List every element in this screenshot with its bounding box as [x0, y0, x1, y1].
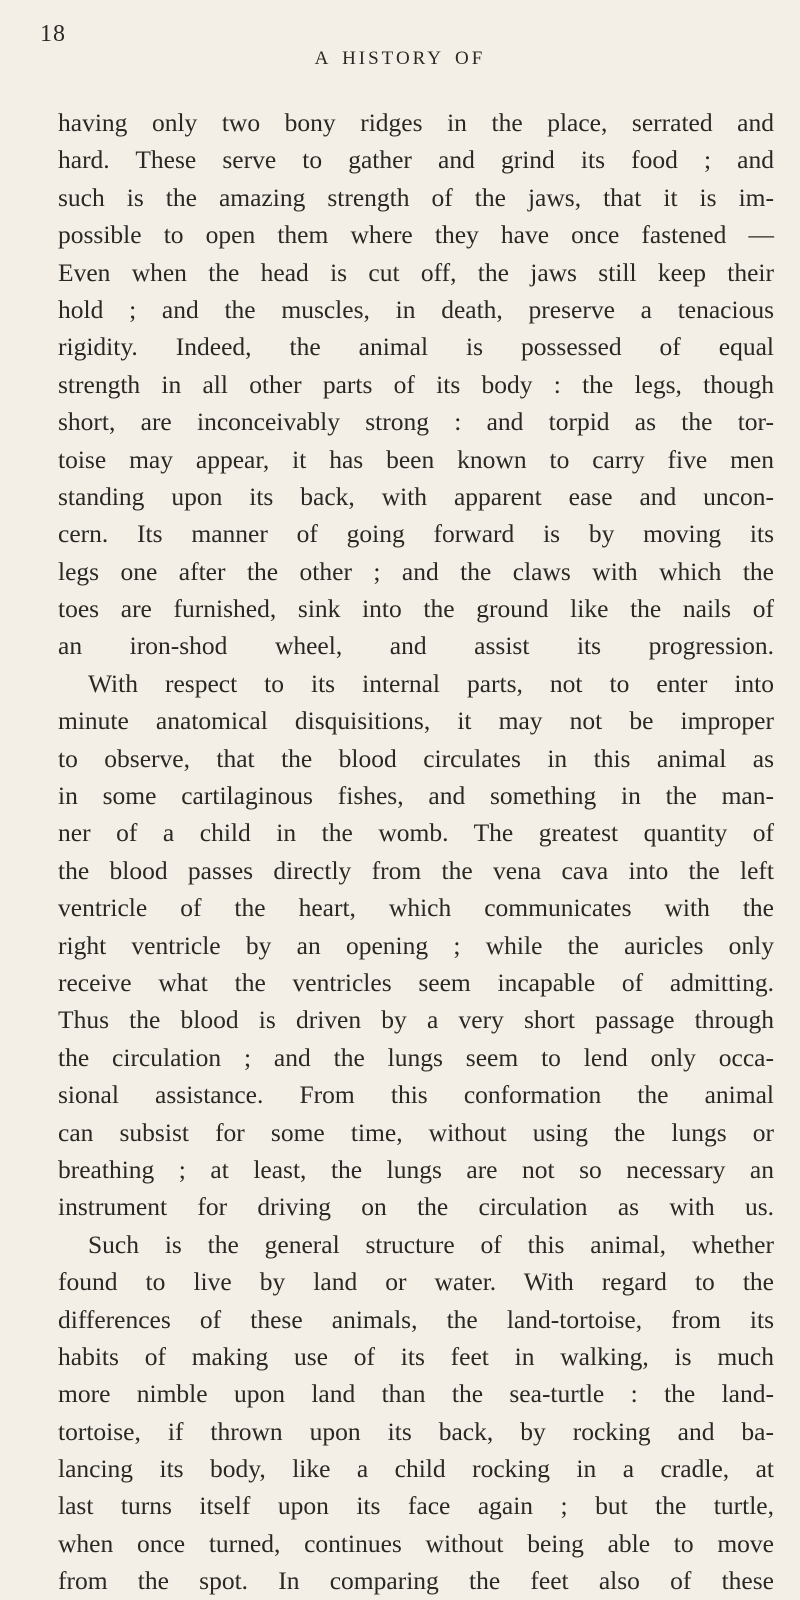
text-line: from the spot. In comparing the feet also of these — [58, 1566, 774, 1596]
text-line: right ventricle by an opening ; while the auricles only — [58, 930, 774, 960]
text-line: toise may appear, it has been known to carry five men — [58, 444, 774, 474]
text-line: short, are inconceivably strong : and torpid as the tor- — [58, 407, 774, 437]
text-line: standing upon its back, with apparent ease and uncon- — [58, 481, 774, 511]
text-line: habits of making use of its feet in walking, is much — [58, 1341, 774, 1371]
text-line: tortoise, if thrown upon its back, by rocking and ba- — [58, 1416, 774, 1446]
text-line: hold ; and the muscles, in death, preserve a tenacious — [58, 294, 774, 324]
text-line: minute anatomical disquisitions, it may not be improper — [58, 706, 774, 736]
text-line: more nimble upon land than the sea-turtle : the land- — [58, 1379, 774, 1409]
text-line: the circulation ; and the lungs seem to lend only occa- — [58, 1042, 774, 1072]
text-line: an iron-shod wheel, and assist its progression. — [58, 631, 774, 661]
text-line: strength in all other parts of its body : the legs, though — [58, 369, 774, 399]
text-line: to observe, that the blood circulates in this animal as — [58, 743, 774, 773]
text-line: the blood passes directly from the vena cava into the left — [58, 855, 774, 885]
text-line: having only two bony ridges in the place, serrated and — [58, 108, 774, 137]
text-line: Thus the blood is driven by a very short passage through — [58, 1005, 774, 1035]
text-line: ventricle of the heart, which communicates with the — [58, 893, 774, 923]
running-head: A HISTORY OF — [314, 48, 486, 69]
text-line: when once turned, continues without being able to move — [58, 1528, 774, 1558]
text-line: receive what the ventricles seem incapable of admitting. — [58, 967, 774, 997]
text-line: With respect to its internal parts, not to enter into — [88, 668, 774, 698]
page-number: 18 — [40, 21, 66, 47]
text-line: breathing ; at least, the lungs are not so necessary an — [58, 1154, 774, 1184]
text-line: cern. Its manner of going forward is by moving its — [58, 519, 774, 549]
text-line: toes are furnished, sink into the ground like the nails of — [58, 594, 774, 624]
text-line: Such is the general structure of this animal, whether — [88, 1229, 774, 1259]
text-line: such is the amazing strength of the jaws, that it is im- — [58, 182, 774, 212]
text-line: instrument for driving on the circulation as with us. — [58, 1192, 774, 1222]
text-line: last turns itself upon its face again ; but the turtle, — [58, 1491, 774, 1521]
text-line: rigidity. Indeed, the animal is possessed of equal — [58, 332, 774, 362]
text-line: sional assistance. From this conformation the animal — [58, 1080, 774, 1110]
text-line: can subsist for some time, without using the lungs or — [58, 1117, 774, 1147]
text-line: Even when the head is cut off, the jaws still keep their — [58, 257, 774, 287]
text-line: lancing its body, like a child rocking in a cradle, at — [58, 1454, 774, 1484]
body-text — [58, 104, 774, 1600]
text-line: found to live by land or water. With regard to the — [58, 1267, 774, 1297]
text-line: in some cartilaginous fishes, and something in the man- — [58, 781, 774, 811]
text-line: ner of a child in the womb. The greatest quantity of — [58, 818, 774, 848]
text-line: differences of these animals, the land-tortoise, from its — [58, 1304, 774, 1334]
text-line: possible to open them where they have once fastened — — [58, 220, 774, 250]
text-line: hard. These serve to gather and grind its food ; and — [58, 145, 774, 175]
text-line: legs one after the other ; and the claws with which the — [58, 556, 774, 586]
